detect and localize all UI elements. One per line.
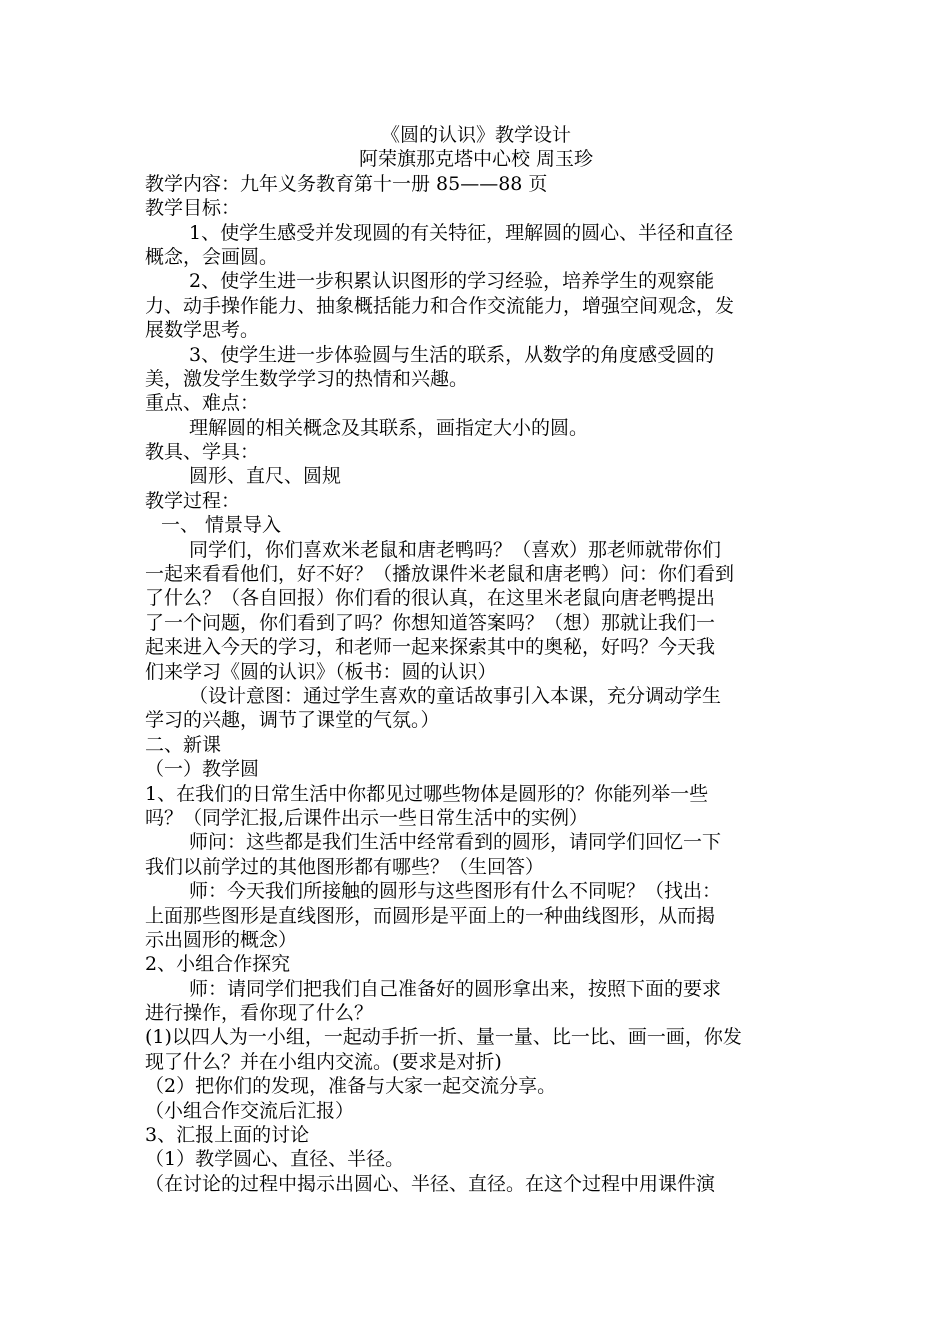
text-line: 同学们，你们喜欢米老鼠和唐老鸭吗？（喜欢）那老师就带你们 bbox=[189, 538, 722, 561]
text-line: 美，激发学生数学学习的热情和兴趣。 bbox=[145, 367, 469, 390]
text-line: 师：请同学们把我们自己准备好的圆形拿出来，按照下面的要求 bbox=[189, 977, 722, 1000]
text-line: （一）教学圆 bbox=[145, 758, 260, 781]
text-line: 教学目标： bbox=[145, 197, 241, 220]
text-line: 圆形、直尺、圆规 bbox=[189, 465, 342, 488]
document-title: 《圆的认识》教学设计 bbox=[380, 124, 571, 146]
document-author: 阿荣旗那克塔中心校 周玉珍 bbox=[358, 148, 594, 171]
text-line: 2、小组合作探究 bbox=[145, 953, 291, 976]
text-line: 学习的兴趣，调节了课堂的气氛。） bbox=[145, 709, 440, 732]
text-line: 起来进入今天的学习，和老师一起来探索其中的奥秘，好吗？今天我 bbox=[145, 636, 716, 659]
text-line: （2）把你们的发现，准备与大家一起交流分享。 bbox=[145, 1075, 557, 1098]
text-line: 示出圆形的概念） bbox=[145, 928, 298, 951]
text-line: 二、新课 bbox=[145, 733, 222, 756]
text-line: （1）教学圆心、直径、半径。 bbox=[145, 1148, 405, 1171]
text-line: 重点、难点： bbox=[145, 392, 260, 415]
text-line: 现了什么？并在小组内交流。(要求是对折) bbox=[145, 1050, 502, 1073]
text-line: 教学过程： bbox=[145, 489, 241, 512]
text-line: 吗？（同学汇报,后课件出示一些日常生活中的实例） bbox=[145, 806, 589, 829]
text-line: 教具、学具： bbox=[145, 441, 260, 464]
text-line: 一起来看看他们，好不好？（播放课件米老鼠和唐老鸭）问：你们看到 bbox=[145, 563, 735, 586]
text-line: 3、使学生进一步体验圆与生活的联系，从数学的角度感受圆的 bbox=[189, 343, 715, 366]
text-line: 上面那些图形是直线图形，而圆形是平面上的一种曲线图形，从而揭 bbox=[145, 904, 716, 927]
text-line: 教学内容：九年义务教育第十一册 85——88 页 bbox=[145, 172, 548, 195]
text-line: 2、使学生进一步积累认识图形的学习经验，培养学生的观察能 bbox=[189, 270, 715, 293]
text-line: 我们以前学过的其他图形都有哪些？（生回答） bbox=[145, 855, 545, 878]
text-line: 们来学习《圆的认识》（板书：圆的认识） bbox=[145, 660, 497, 683]
text-line: （设计意图：通过学生喜欢的童话故事引入本课，充分调动学生 bbox=[189, 684, 722, 707]
text-line: 3、汇报上面的讨论 bbox=[145, 1124, 310, 1147]
text-line: 展数学思考。 bbox=[145, 319, 260, 342]
text-line: 师问：这些都是我们生活中经常看到的圆形，请同学们回忆一下 bbox=[189, 831, 722, 854]
text-line: （小组合作交流后汇报） bbox=[145, 1099, 355, 1122]
text-line: 了一个问题，你们看到了吗？你想知道答案吗？（想）那就让我们一 bbox=[145, 611, 716, 634]
text-line: 理解圆的相关概念及其联系，画指定大小的圆。 bbox=[189, 416, 589, 439]
document-body bbox=[145, 172, 807, 1196]
text-line: 师：今天我们所接触的圆形与这些图形有什么不同呢？（找出： bbox=[189, 880, 722, 903]
text-line: (1)以四人为一小组，一起动手折一折、量一量、比一比、画一画，你发 bbox=[145, 1026, 742, 1049]
text-line: 了什么？（各自回报）你们看的很认真，在这里米老鼠向唐老鸭提出 bbox=[145, 587, 716, 610]
text-line: 概念，会画圆。 bbox=[145, 245, 279, 268]
text-line: 力、动手操作能力、抽象概括能力和合作交流能力，增强空间观念，发 bbox=[145, 294, 735, 317]
text-line: （在讨论的过程中揭示出圆心、半径、直径。在这个过程中用课件演 bbox=[145, 1172, 716, 1195]
document-page bbox=[145, 123, 807, 1196]
text-line: 1、在我们的日常生活中你都见过哪些物体是圆形的？你能列举一些 bbox=[145, 782, 709, 805]
text-line: 一、 情景导入 bbox=[161, 514, 282, 537]
text-line: 进行操作，看你现了什么？ bbox=[145, 1002, 374, 1025]
text-line: 1、使学生感受并发现圆的有关特征，理解圆的圆心、半径和直径 bbox=[189, 221, 734, 244]
